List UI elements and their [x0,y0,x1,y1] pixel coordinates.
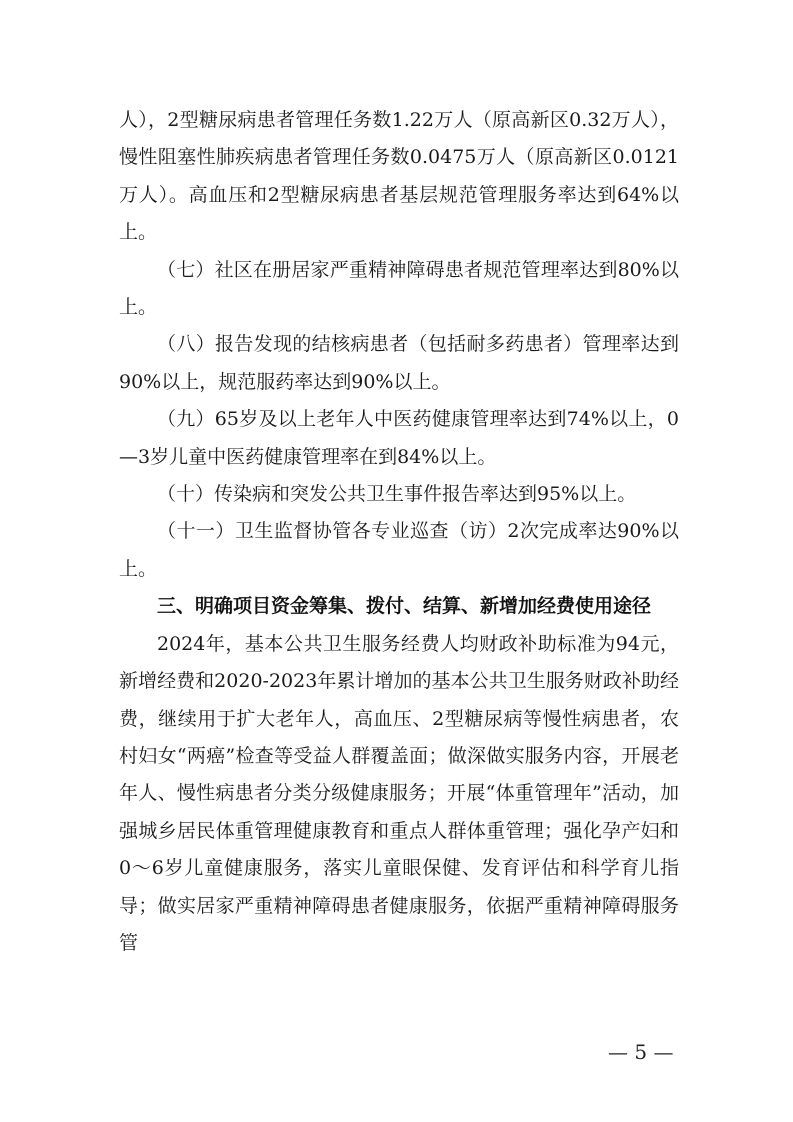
page-number: — 5 — [608,1040,674,1064]
section-body-paragraph: 2024年，基本公共卫生服务经费人均财政补助标准为94元，新增经费和2020-2023年累计增加的基本公共卫生服务财政补助经费，继续用于扩大老年人，高血压、2型糖尿病等慢性病患者，农村妇女“两癌”检查等受益人群覆盖面；做深做实服务内容，开展老年人、慢性病患者分类分级健康服务；开展“体重管理年”活动，加强城乡居民体重管理健康教育和重点人群体重管理；强化孕产妇和 0～6岁儿童健康服务，落实儿童眼保健、发育评估和科学育儿指导；做实居家严重精神障碍患者健康服务，依据严重精神障碍服务管 [119,632,679,954]
paragraph-item-10: （十）传染病和突发公共卫生事件报告率达到95%以上。 [157,483,637,506]
paragraph-item-11: （十一）卫生监督协管各专业巡查（访）2次完成率达90%以上。 [119,520,679,580]
paragraph-item-7: （七）社区在册居家严重精神障碍患者规范管理率达到80%以上。 [119,258,679,319]
paragraph-item-9: （九）65岁及以上老年人中医药健康管理率达到74%以上，0—3岁儿童中医药健康管理率在到84%以上。 [119,408,679,468]
section-heading: 三、明确项目资金筹集、拨付、结算、新增加经费使用途径 [157,595,652,618]
paragraph-item-8: （八）报告发现的结核病患者（包括耐多药患者）管理率达到90%以上，规范服药率达到90%以上。 [119,333,679,393]
paragraph-continued: 人），2型糖尿病患者管理任务数1.22万人（原高新区0.32万人），慢性阻塞性肺疾病患者管理任务数0.0475万人（原高新区0.0121万人）。高血压和2型糖尿病患者基层规范管理服务率达到64%以上。 [119,109,679,244]
document-body [119,102,679,962]
